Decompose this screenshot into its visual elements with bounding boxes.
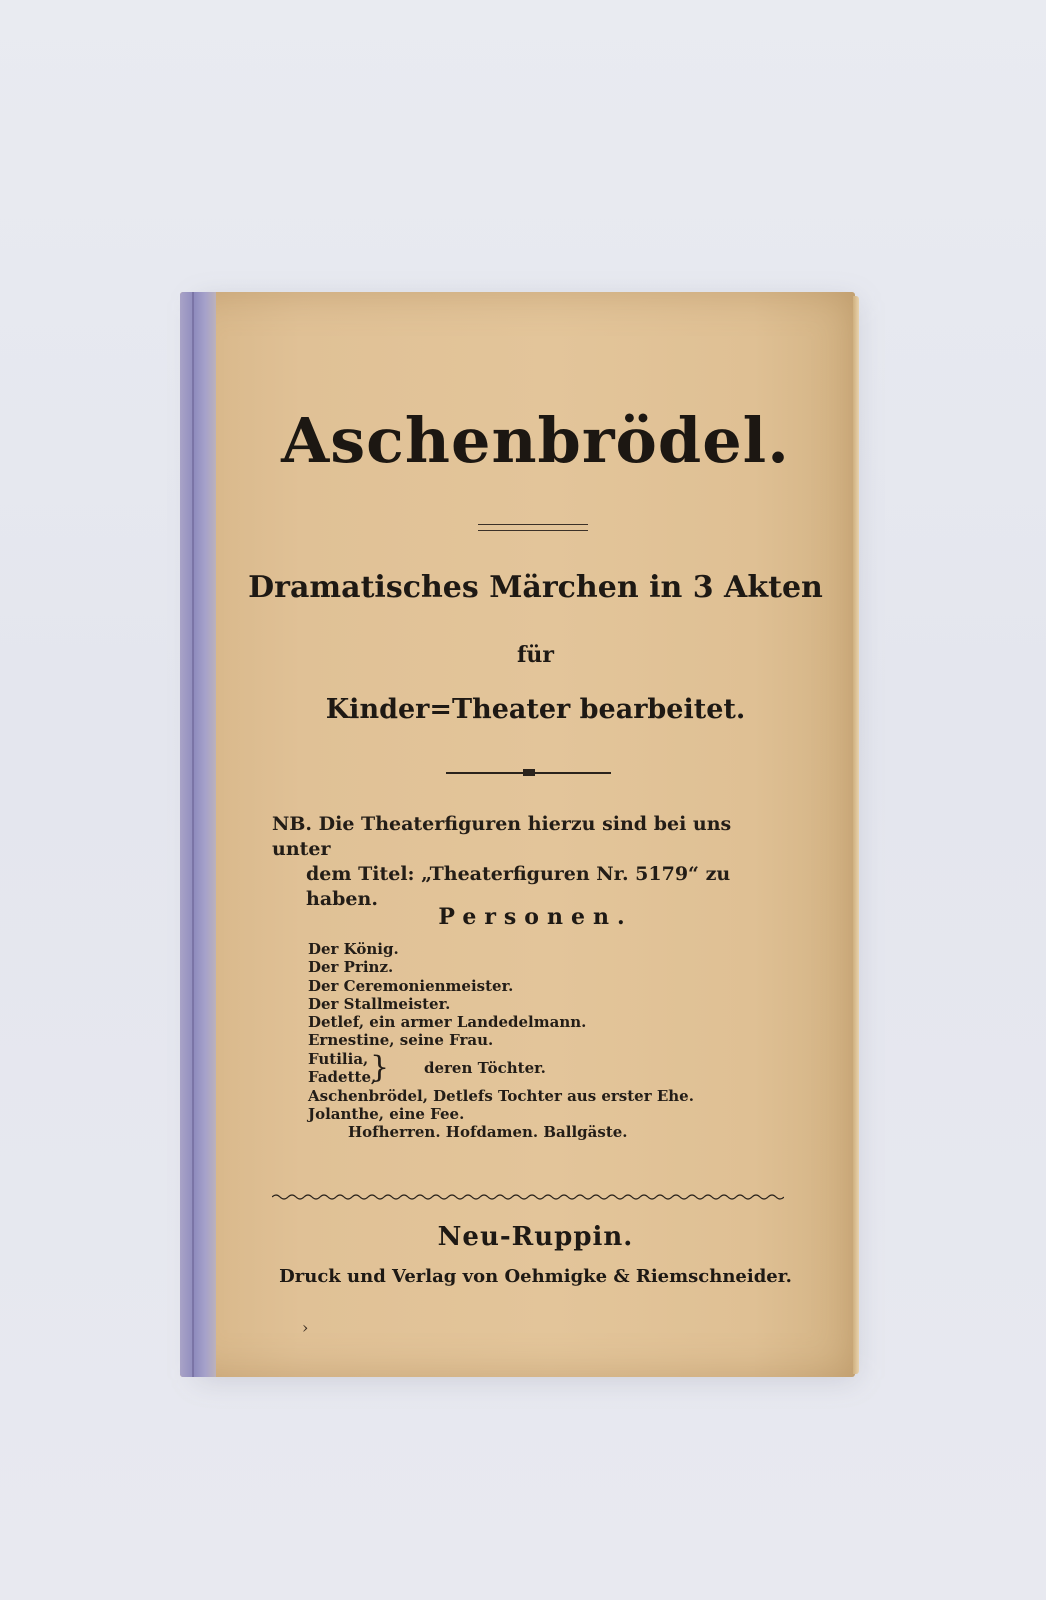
cast-item: Der Stallmeister. — [308, 994, 451, 1013]
publication-place: Neu-Ruppin. — [437, 1222, 634, 1252]
cast-heading: Personen. — [438, 904, 633, 930]
subtitle-connector: für — [516, 642, 555, 668]
booklet-cover — [180, 292, 855, 1377]
title-double-rule — [478, 524, 588, 531]
nb-note-line-2: dem Titel: „Theaterfiguren Nr. 5179“ zu haben. — [306, 863, 731, 910]
cast-item: Aschenbrödel, Detlefs Tochter aus erster Ehe. — [308, 1086, 694, 1105]
brace-icon: } — [370, 1049, 390, 1085]
publisher-line: Druck und Verlag von Oehmigke & Riemschneider. — [279, 1266, 792, 1287]
sisters-description: deren Töchter. — [424, 1058, 546, 1077]
cast-item: Der König. — [308, 940, 399, 958]
cast-list — [308, 940, 748, 1142]
booklet-subtitle: Dramatisches Märchen in 3 Akten — [248, 570, 823, 605]
sisters-names — [308, 1050, 376, 1086]
cast-item: Futilia, — [308, 1049, 369, 1068]
nb-note-line-1: NB. Die Theaterfiguren hierzu sind bei uns unter — [272, 813, 732, 860]
cast-item: Detlef, ein armer Landedelmann. — [308, 1013, 587, 1032]
cast-sisters-group — [308, 1050, 748, 1087]
spine-fold-line — [192, 292, 194, 1377]
nb-note — [272, 812, 792, 912]
cast-item: Ernestine, seine Frau. — [308, 1031, 494, 1050]
booklet-subtitle-2: Kinder=Theater bearbeitet. — [325, 694, 746, 725]
cast-item: Der Ceremonienmeister. — [308, 976, 514, 995]
booklet-spine — [180, 292, 216, 1377]
cast-extras: Hofherren. Hofdamen. Ballgäste. — [348, 1123, 628, 1142]
ink-mark-icon: › — [302, 1318, 309, 1337]
cover-content — [216, 292, 855, 1377]
wavy-divider — [272, 1192, 784, 1202]
cast-item: Fadette, — [308, 1067, 377, 1086]
cast-item: Der Prinz. — [308, 958, 394, 977]
booklet-title: Aschenbrödel. — [281, 404, 790, 477]
ornament-center — [523, 769, 535, 776]
cast-item: Jolanthe, eine Fee. — [308, 1105, 465, 1124]
